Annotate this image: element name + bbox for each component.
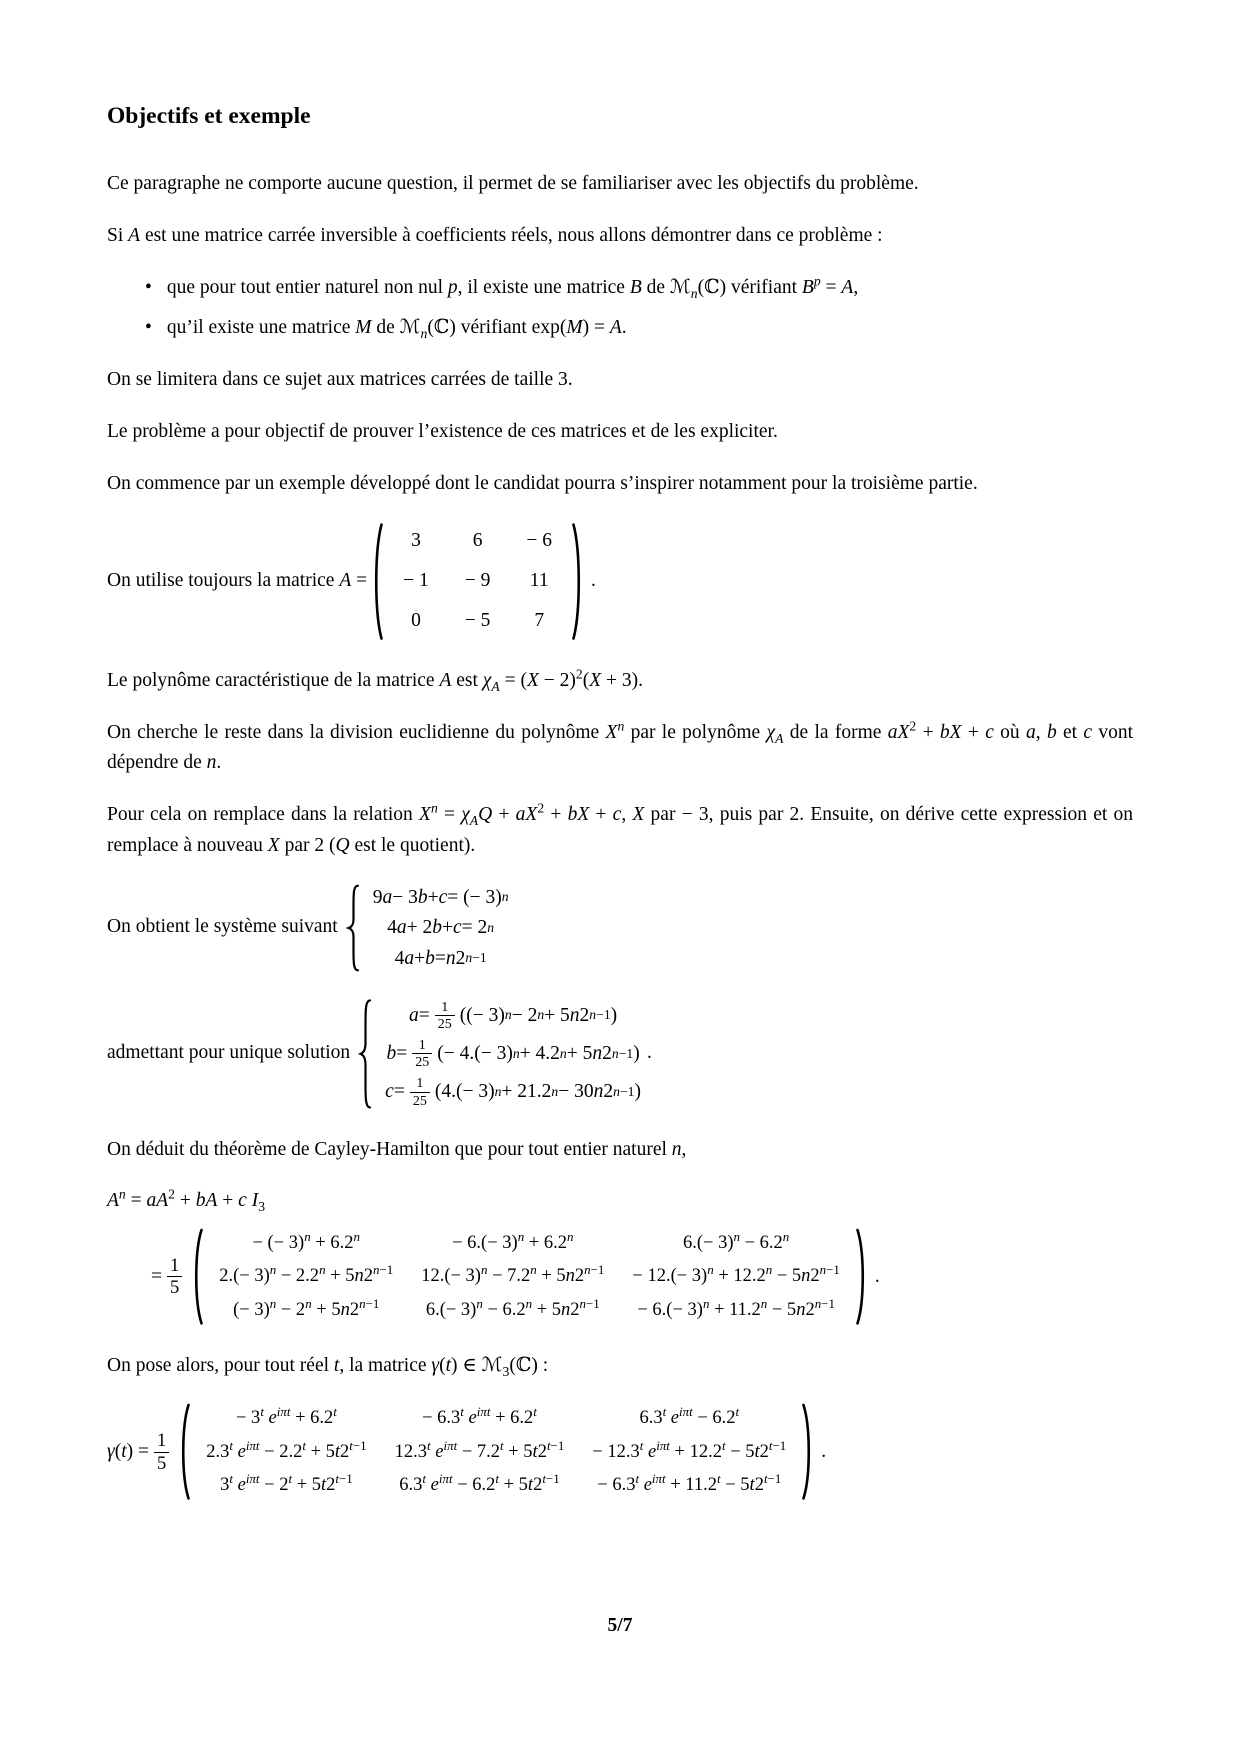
fraction-numerator: 1 (154, 1430, 169, 1452)
matrix-cell: − $6.3^t$ $e^{i\pi t} + 11.2^t - 5t2^{t-1}$ (597, 1470, 782, 1495)
system-equations (361, 883, 509, 973)
matrix-row (385, 601, 570, 641)
bullet-item (145, 313, 1133, 344)
matrix-cell: − $6.3^t$ $e^{i\pi t} + 6.2^t$ (422, 1404, 537, 1429)
inline-math: ℳ$_n$(ℂ) (399, 316, 456, 341)
paren-right-icon (800, 1402, 814, 1501)
paren-right-icon (570, 521, 584, 642)
sentence-period: . (821, 1440, 827, 1462)
inline-math: γ(t) ∈ ℳ$_3$(ℂ) (431, 1354, 538, 1379)
inline-math: A (439, 669, 452, 691)
bullet-item-text: que pour tout entier naturel non nul p, il existe une matrice B de ℳ$_n$(ℂ) vérifiant $B^p = A$, (166, 273, 859, 301)
matrix-row (192, 1402, 800, 1435)
solution-equation-row: c = $\frac{1}{25}$ (4.(− 3) n + 21.2 n − 30 n 2 n−1 ) (385, 1075, 641, 1109)
paragraph-remplace: Pour cela on remplace dans la relation $X^n = \chi_AQ + aX^2$ + bX + c, X par − 3, puis par 2. Ensuite, on dérive cette expression et on remplace à nouveau X par 2 (Q est le quotient). (107, 800, 1133, 857)
solution-group (358, 997, 641, 1111)
matrix-cell: − $12.3^t$ $e^{i\pi t} + 12.2^t - 5t2^{t-1}$ (592, 1437, 787, 1462)
paragraph-polynome: Le polynôme caractéristique de la matrice A est $\chi_A = (X - 2)^2(X + 3)$. (107, 666, 644, 694)
sentence-period: . (646, 1042, 652, 1064)
inline-math: A (128, 224, 141, 246)
matrix-a (371, 521, 584, 642)
matrix-cell: − $3^t$ $e^{i\pi t} + 6.2^t$ (236, 1404, 337, 1429)
gamma-lhs: γ(t) = (107, 1440, 149, 1462)
fraction: $\frac{1}{25}$ (435, 999, 455, 1032)
paragraph-limite: On se limitera dans ce sujet aux matrices carrées de taille 3. (107, 369, 573, 391)
bullet-icon: • (145, 316, 152, 338)
matrix-row (205, 1260, 854, 1293)
matrix-gamma-table (192, 1402, 800, 1501)
matrix-a-table (385, 521, 570, 642)
inline-math: A (339, 569, 352, 591)
system-line (107, 883, 1133, 973)
matrix-cell: − $12.(- 3)^n + 12.2^n - 5n2^{n-1}$ (632, 1262, 840, 1287)
solution-equations (373, 997, 641, 1111)
inline-math: X (632, 804, 645, 826)
matrix-cell: $2.(- 3)^n - 2.2^n + 5n2^{n-1}$ (219, 1262, 394, 1287)
brace-left-icon (358, 997, 373, 1111)
inline-math: p (447, 276, 458, 298)
matrix-cell: − $6.(- 3)^n + 6.2^n$ (452, 1229, 574, 1254)
page-number: 5/7 (607, 1615, 633, 1637)
matrix-gamma-line (107, 1402, 1133, 1501)
inline-math: $\chi_A = (X - 2)^2(X + 3)$ (482, 666, 639, 694)
matrix-cell: $6.(- 3)^n - 6.2^n$ (683, 1229, 790, 1254)
bullet-icon: • (145, 276, 152, 298)
matrix-row (192, 1469, 800, 1502)
fraction-one-fifth (167, 1255, 182, 1299)
inline-math: b (1046, 721, 1057, 743)
matrix-row (192, 1436, 800, 1469)
matrix-cell: 0 (411, 610, 421, 632)
an-equation: $A^n = aA^2$ + bA + c $I_3$ (107, 1186, 266, 1215)
inline-math: ℳ$_n$(ℂ) (669, 276, 727, 301)
equation-row: 4 a + 2 b + c = 2 n (387, 917, 495, 939)
paren-left-icon (191, 1227, 205, 1326)
fraction-numerator: 1 (167, 1255, 182, 1277)
paragraph-pose: On pose alors, pour tout réel t, la matrice γ(t) ∈ ℳ$_3$(ℂ) : (107, 1354, 549, 1379)
inline-math: $X^n = \chi_AQ + aX^2$ + bX + c (419, 800, 622, 829)
paragraph-reste: On cherche le reste dans la division euclidienne du polynôme $X^n$ par le polynôme $\chi_A$ de la forme $aX^2$ + bX + c où a, b et c vont dépendre de n. (107, 718, 1134, 774)
paragraph-objectif: Le problème a pour objectif de prouver l’existence de ces matrices et de les expliciter. (107, 421, 778, 443)
bullet-item-text: qu’il existe une matrice M de ℳ$_n$(ℂ) vérifiant exp(M) = A. (166, 316, 627, 341)
bullet-list (107, 273, 1133, 344)
matrix-row (385, 521, 570, 561)
sentence-period: . (591, 569, 596, 591)
system-group (346, 883, 509, 973)
solution-equation-row: b = $\frac{1}{25}$ (− 4.(− 3) n + 4.2 n + 5 n 2 n−1 ) (386, 1037, 640, 1071)
inline-math: M (566, 316, 583, 338)
inline-math: B (629, 276, 642, 298)
matrix-cell: 3$^t$ $e^{i\pi t} - 2^t + 5t2^{t-1}$ (220, 1470, 353, 1495)
fraction-denominator: 5 (156, 1452, 167, 1474)
matrix-cell: $12.(- 3)^n - 7.2^n + 5n2^{n-1}$ (421, 1262, 605, 1287)
matrix-gamma (178, 1402, 814, 1501)
matrix-row (205, 1227, 854, 1260)
inline-math: M (355, 316, 372, 338)
equation-row: 9 a − 3 b + c = (− 3) n (372, 886, 509, 908)
matrix-cell: − $6.(- 3)^n + 11.2^n - 5n2^{n-1}$ (637, 1295, 835, 1320)
equals-sign: = (151, 1265, 162, 1287)
paragraph-exemple: On commence par un exemple développé dont le candidat pourra s’inspirer notamment pour la troisième partie. (107, 472, 978, 494)
matrix-an (191, 1227, 868, 1326)
paren-right-icon (854, 1227, 868, 1326)
inline-math: t (333, 1354, 340, 1376)
paren-left-icon (178, 1402, 192, 1501)
matrix-cell: − 5 (464, 610, 491, 632)
fraction-denominator: 5 (170, 1277, 180, 1299)
inline-math: A (609, 316, 622, 338)
page-title: Objectifs et exemple (107, 103, 311, 129)
matrix-cell: − 9 (464, 570, 491, 592)
matrix-row (385, 561, 570, 601)
inline-math: Q (335, 835, 350, 857)
matrix-cell: $6.(- 3)^n - 6.2^n + 5n2^{n-1}$ (425, 1295, 600, 1320)
inline-math: $X^n$ (605, 718, 625, 743)
paragraph-cayley: On déduit du théorème de Cayley-Hamilton que pour tout entier naturel n, (107, 1138, 687, 1160)
matrix-a-intro: On utilise toujours la matrice A = (107, 569, 368, 591)
matrix-cell: 11 (529, 570, 549, 592)
matrix-a-line (107, 521, 1133, 642)
sentence-period: . (874, 1265, 880, 1287)
solution-intro: admettant pour unique solution (107, 1042, 351, 1064)
solution-line (107, 997, 1133, 1111)
matrix-cell: − (− $3)^n + 6.2^n$ (252, 1229, 360, 1254)
equation-row: 4 a + b = n 2 n−1 (394, 947, 487, 969)
paragraph-si-a: Si A est une matrice carrée inversible à coefficients réels, nous allons démontrer dans ce problème : (107, 224, 883, 246)
inline-math: n (671, 1138, 682, 1160)
matrix-cell: 12.3$^t$ $e^{i\pi t} - 7.2^t + 5t2^{t-1}$ (394, 1437, 565, 1462)
matrix-cell: 6.3$^t$ $e^{i\pi t} - 6.2^t$ (639, 1404, 740, 1429)
paren-left-icon (371, 521, 385, 642)
matrix-cell: 3 (411, 529, 421, 551)
matrix-cell: (− $3)^n - 2^n + 5n2^{n-1}$ (233, 1295, 380, 1320)
inline-math: $B^p = A$ (801, 273, 854, 298)
inline-math: $\chi_A$ (766, 721, 784, 746)
bullet-item (145, 273, 1133, 304)
matrix-row (205, 1294, 854, 1327)
fraction-one-fifth (154, 1430, 169, 1474)
inline-math: X (267, 835, 280, 857)
fraction: $\frac{1}{25}$ (412, 1037, 432, 1070)
matrix-cell: 6 (472, 529, 483, 551)
matrix-cell: 6.3$^t$ $e^{i\pi t} - 6.2^t + 5t2^{t-1}$ (399, 1470, 560, 1495)
paragraph-intro: Ce paragraphe ne comporte aucune question, il permet de se familiariser avec les objectifs du problème. (107, 173, 919, 195)
matrix-an-table (205, 1227, 854, 1326)
inline-math: n (206, 752, 217, 774)
system-intro: On obtient le système suivant (107, 916, 338, 938)
solution-equation-row: a = $\frac{1}{25}$ ((− 3) n − 2 n + 5 n 2 n−1 ) (409, 998, 618, 1032)
brace-left-icon (346, 883, 361, 973)
fraction: $\frac{1}{25}$ (410, 1075, 430, 1108)
inline-math: c (1083, 721, 1093, 743)
matrix-cell: 2.3$^t$ $e^{i\pi t} - 2.2^t + 5t2^{t-1}$ (206, 1437, 367, 1462)
inline-math: $aX^2$ + bX + c (887, 718, 994, 743)
matrix-cell: 7 (534, 610, 545, 632)
matrix-an-line (151, 1227, 1133, 1326)
matrix-cell: − 1 (403, 570, 429, 592)
inline-math: a (1026, 721, 1036, 743)
matrix-cell: − 6 (526, 529, 552, 551)
